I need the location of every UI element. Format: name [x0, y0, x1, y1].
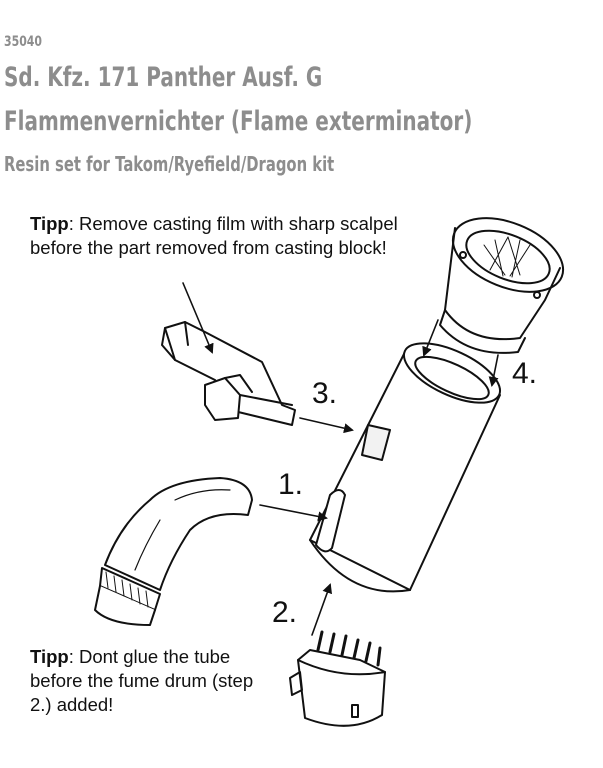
clip-part — [162, 322, 295, 425]
step-2-label: 2. — [272, 596, 298, 629]
title-line-1: Sd. Kfz. 171 Panther Ausf. G — [4, 62, 323, 93]
curved-tube — [95, 478, 252, 625]
subtitle: Resin set for Takom/Ryefield/Dragon kit — [4, 152, 335, 176]
step-4-label: 4. — [512, 357, 538, 390]
tip-text: : Dont glue the tube before the fume drum (step 2.) added! — [30, 646, 254, 715]
main-cylinder — [310, 331, 508, 591]
product-code: 35040 — [4, 34, 43, 50]
title-line-2: Flammenvernichter (Flame exterminator) — [4, 106, 473, 137]
tip-label: Tipp — [30, 646, 69, 667]
tip-text: : Remove casting film with sharp scalpel before the part removed from casting block! — [30, 213, 398, 258]
fume-drum — [290, 632, 385, 726]
step-1-label: 1. — [278, 468, 304, 501]
step-3-label: 3. — [312, 377, 338, 410]
top-cap — [440, 204, 574, 353]
tip-label: Tipp — [30, 213, 69, 234]
